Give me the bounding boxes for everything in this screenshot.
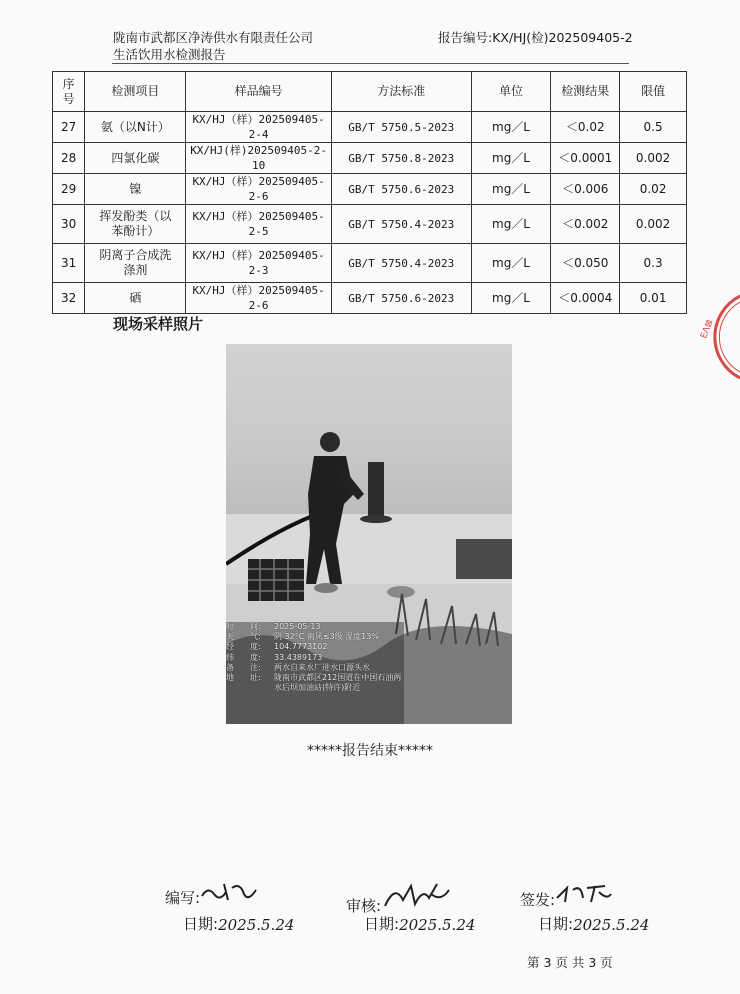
- cell-limit: 0.002: [620, 143, 687, 174]
- cell-sample: KX/HJ（样）202509405-2-3: [186, 244, 331, 283]
- company-name: 陇南市武都区净涛供水有限责任公司: [113, 30, 314, 45]
- compiler-label: 编写:: [165, 889, 201, 907]
- cell-sample: KX/HJ(样)202509405-2-10: [186, 143, 331, 174]
- overlay-label: 天 气:: [226, 632, 261, 642]
- cell-result: ＜0.0001: [551, 143, 620, 174]
- cell-item: 阴离子合成洗涤剂: [85, 244, 186, 283]
- cell-no: 32: [53, 283, 85, 314]
- col-header-limit: 限值: [620, 72, 687, 112]
- cell-unit: mg／L: [471, 205, 551, 244]
- cell-item: 氨（以N计）: [85, 112, 186, 143]
- cell-method: GB/T 5750.5-2023: [331, 112, 471, 143]
- cell-unit: mg／L: [471, 112, 551, 143]
- cell-limit: 0.002: [620, 205, 687, 244]
- overlay-value: 陇南市武都区212国道在中国石油两水后坝加油站(特许)附近: [274, 673, 402, 693]
- reviewer-date: [364, 913, 475, 934]
- overlay-row: [226, 632, 404, 642]
- cell-method: GB/T 5750.8-2023: [331, 143, 471, 174]
- overlay-row: [226, 653, 404, 663]
- issuer-handwritten-signature: [555, 880, 613, 910]
- col-header-unit: 单位: [471, 72, 551, 112]
- cell-unit: mg／L: [471, 283, 551, 314]
- date-label: 日期:: [364, 915, 400, 933]
- svg-text:ΕΛ⊠: ΕΛ⊠: [700, 318, 716, 341]
- reviewer-date-value: 2025.5.24: [399, 916, 476, 934]
- overlay-value: 阴 32°C 南风≤3级 湿度13%: [274, 632, 379, 642]
- cell-no: 31: [53, 244, 85, 283]
- table-row: [53, 244, 687, 283]
- issuer-signature: [520, 880, 613, 910]
- reviewer-handwritten-signature: [381, 880, 453, 916]
- col-header-method: 方法标准: [331, 72, 471, 112]
- header-left: [113, 29, 313, 63]
- results-table: [52, 71, 687, 314]
- issuer-date: [538, 913, 649, 934]
- issuer-date-value: 2025.5.24: [573, 916, 650, 934]
- cell-unit: mg／L: [471, 143, 551, 174]
- cell-limit: 0.02: [620, 174, 687, 205]
- cell-item: 四氯化碳: [85, 143, 186, 174]
- overlay-label: 地 址:: [226, 673, 261, 683]
- compiler-date: [183, 913, 294, 934]
- cell-method: GB/T 5750.4-2023: [331, 244, 471, 283]
- table-row: [53, 112, 687, 143]
- cell-limit: 0.5: [620, 112, 687, 143]
- cell-no: 27: [53, 112, 85, 143]
- table-header-row: [53, 72, 687, 112]
- cell-method: GB/T 5750.6-2023: [331, 174, 471, 205]
- reviewer-signature: [346, 880, 453, 916]
- cell-limit: 0.3: [620, 244, 687, 283]
- report-title: 生活饮用水检测报告: [113, 47, 226, 62]
- cell-result: ＜0.050: [551, 244, 620, 283]
- issuer-label: 签发:: [520, 891, 556, 909]
- col-header-result: 检测结果: [551, 72, 620, 112]
- cell-item: 硒: [85, 283, 186, 314]
- cell-no: 28: [53, 143, 85, 174]
- compiler-signature: [165, 880, 260, 908]
- col-header-item: 检测项目: [85, 72, 186, 112]
- cell-result: ＜0.02: [551, 112, 620, 143]
- compiler-handwritten-signature: [200, 880, 260, 908]
- cell-unit: mg／L: [471, 174, 551, 205]
- table-row: [53, 143, 687, 174]
- reviewer-label: 审核:: [346, 897, 382, 915]
- table-row: [53, 283, 687, 314]
- cell-item: 挥发酚类（以苯酚计）: [85, 205, 186, 244]
- cell-result: ＜0.006: [551, 174, 620, 205]
- overlay-label: 时 间:: [226, 622, 261, 631]
- cell-sample: KX/HJ（样）202509405-2-6: [186, 283, 331, 314]
- compiler-date-value: 2025.5.24: [218, 916, 295, 934]
- table-row: [53, 205, 687, 244]
- overlay-label: 备 注:: [226, 662, 261, 672]
- overlay-row: [226, 622, 404, 632]
- header-divider: [112, 63, 629, 64]
- cell-no: 29: [53, 174, 85, 205]
- cell-unit: mg／L: [471, 244, 551, 283]
- col-header-no: 序号: [53, 72, 85, 112]
- cell-limit: 0.01: [620, 283, 687, 314]
- date-label: 日期:: [183, 915, 219, 933]
- cell-sample: KX/HJ（样）202509405-2-5: [186, 205, 331, 244]
- overlay-value: 33.4389173: [274, 652, 323, 662]
- sampling-photo: [226, 344, 512, 724]
- photo-info-overlay: [226, 622, 404, 693]
- overlay-row: [226, 642, 404, 652]
- overlay-row: [226, 673, 404, 693]
- overlay-label: 纬 度:: [226, 652, 261, 662]
- overlay-value: 2025-05-13: [274, 622, 321, 631]
- cell-sample: KX/HJ（样）202509405-2-4: [186, 112, 331, 143]
- overlay-label: 经 度:: [226, 642, 261, 652]
- cell-result: ＜0.0004: [551, 283, 620, 314]
- photo-section-title: 现场采样照片: [113, 315, 204, 333]
- date-label: 日期:: [538, 915, 574, 933]
- overlay-value: 两水自来水厂进水口源头水: [274, 662, 370, 672]
- table-row: [53, 174, 687, 205]
- cell-no: 30: [53, 205, 85, 244]
- report-number: 报告编号:KX/HJ(检)202509405-2: [438, 30, 633, 45]
- cell-method: GB/T 5750.6-2023: [331, 283, 471, 314]
- report-end-note: *****报告结束*****: [307, 743, 433, 759]
- page-number: 第 3 页 共 3 页: [527, 955, 613, 970]
- overlay-value: 104.7773102: [274, 642, 328, 652]
- overlay-row: [226, 663, 404, 673]
- cell-item: 镍: [85, 174, 186, 205]
- cell-sample: KX/HJ（样）202509405-2-6: [186, 174, 331, 205]
- red-stamp-seal: [700, 292, 740, 386]
- col-header-sample: 样品编号: [186, 72, 331, 112]
- cell-method: GB/T 5750.4-2023: [331, 205, 471, 244]
- cell-result: ＜0.002: [551, 205, 620, 244]
